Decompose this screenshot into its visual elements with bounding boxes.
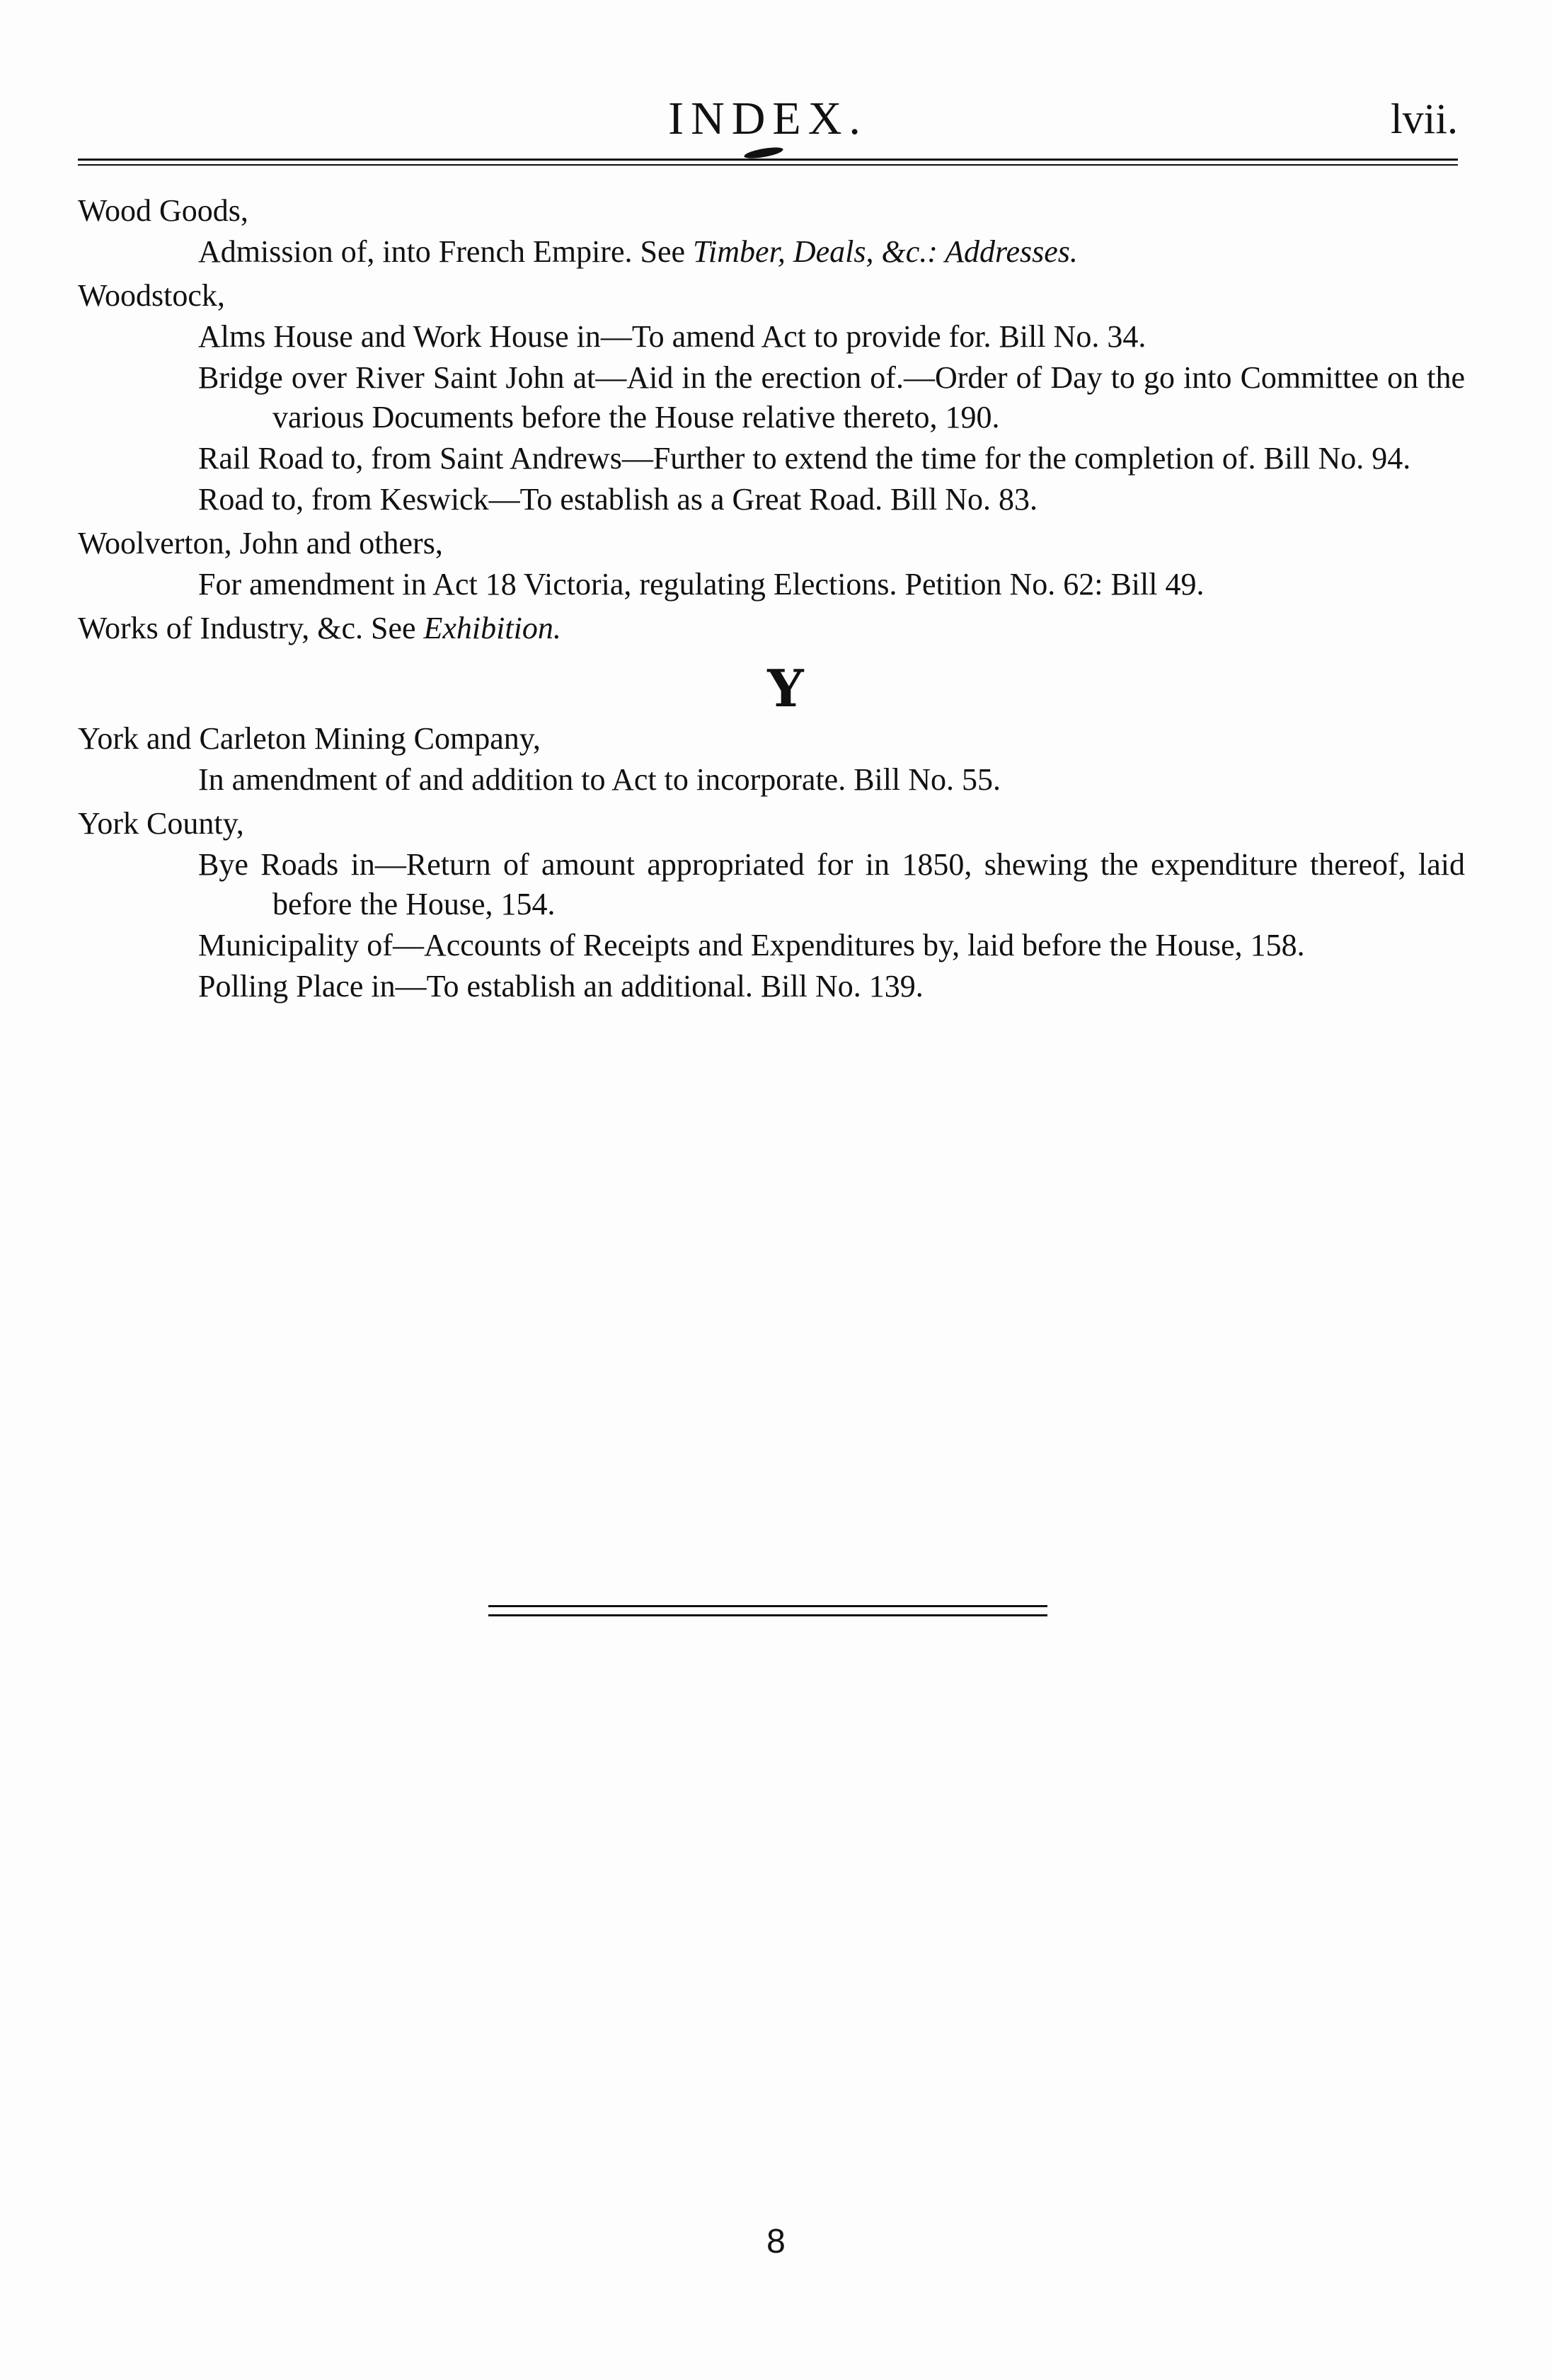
section-letter: Y [767, 658, 804, 718]
entry-subentry: Rail Road to, from Saint Andrews—Further to extend the time for the completion of. Bill No. 94. [198, 441, 1411, 476]
running-header [78, 85, 1458, 163]
entry-subentry: Road to, from Keswick—To establish as a Great Road. Bill No. 83. [198, 482, 1037, 517]
page-folio: lvii. [1390, 96, 1458, 142]
entry-subentry [78, 232, 1465, 272]
index-entry [78, 191, 1465, 272]
entry-heading: Woodstock, [78, 278, 225, 313]
entry-subentry: For amendment in Act 18 Victoria, regulating Elections. Petition No. 62: Bill 49. [198, 567, 1205, 602]
ornament-icon [743, 146, 783, 160]
page-title: INDEX. [668, 93, 868, 144]
entry-heading: York and Carleton Mining Company, [78, 721, 541, 756]
entry-heading: Wood Goods, [78, 193, 248, 228]
index-body [78, 191, 1465, 1011]
entry-subentry: Bridge over River Saint John at—Aid in the erection of.—Order of Day to go into Committee on the various Documents before the House relative thereto, 190. [198, 360, 1465, 435]
entry-subentry: Bye Roads in—Return of amount appropriated for in 1850, shewing the expenditure thereof, laid before the House, 154. [198, 847, 1465, 921]
section-letter-block [78, 658, 1465, 718]
signature-mark: 8 [766, 2223, 786, 2260]
header-rule [78, 159, 1458, 166]
entry-subentry: Municipality of—Accounts of Receipts and Expenditures by, laid before the House, 158. [198, 928, 1305, 962]
index-entry [78, 609, 1465, 648]
entry-heading: Woolverton, John and others, [78, 526, 443, 560]
entry-heading [78, 609, 1465, 648]
entry-subentry: Alms House and Work House in—To amend Act to provide for. Bill No. 34. [198, 319, 1146, 354]
heading-text: Works of Industry, &c. See [78, 611, 424, 645]
cross-reference: Timber, Deals, &c.: Addresses. [693, 234, 1078, 269]
index-entry [78, 524, 1465, 604]
entry-subentry: In amendment of and addition to Act to incorporate. Bill No. 55. [198, 762, 1001, 797]
entry-subentry: Polling Place in—To establish an additional. Bill No. 139. [198, 969, 924, 1004]
index-entry [78, 804, 1465, 1006]
entry-heading: York County, [78, 806, 244, 841]
closing-double-rule [488, 1605, 1047, 1616]
index-entry [78, 276, 1465, 519]
index-entry [78, 719, 1465, 800]
subentry-text: Admission of, into French Empire. See [198, 234, 694, 269]
cross-reference: Exhibition. [423, 611, 561, 645]
